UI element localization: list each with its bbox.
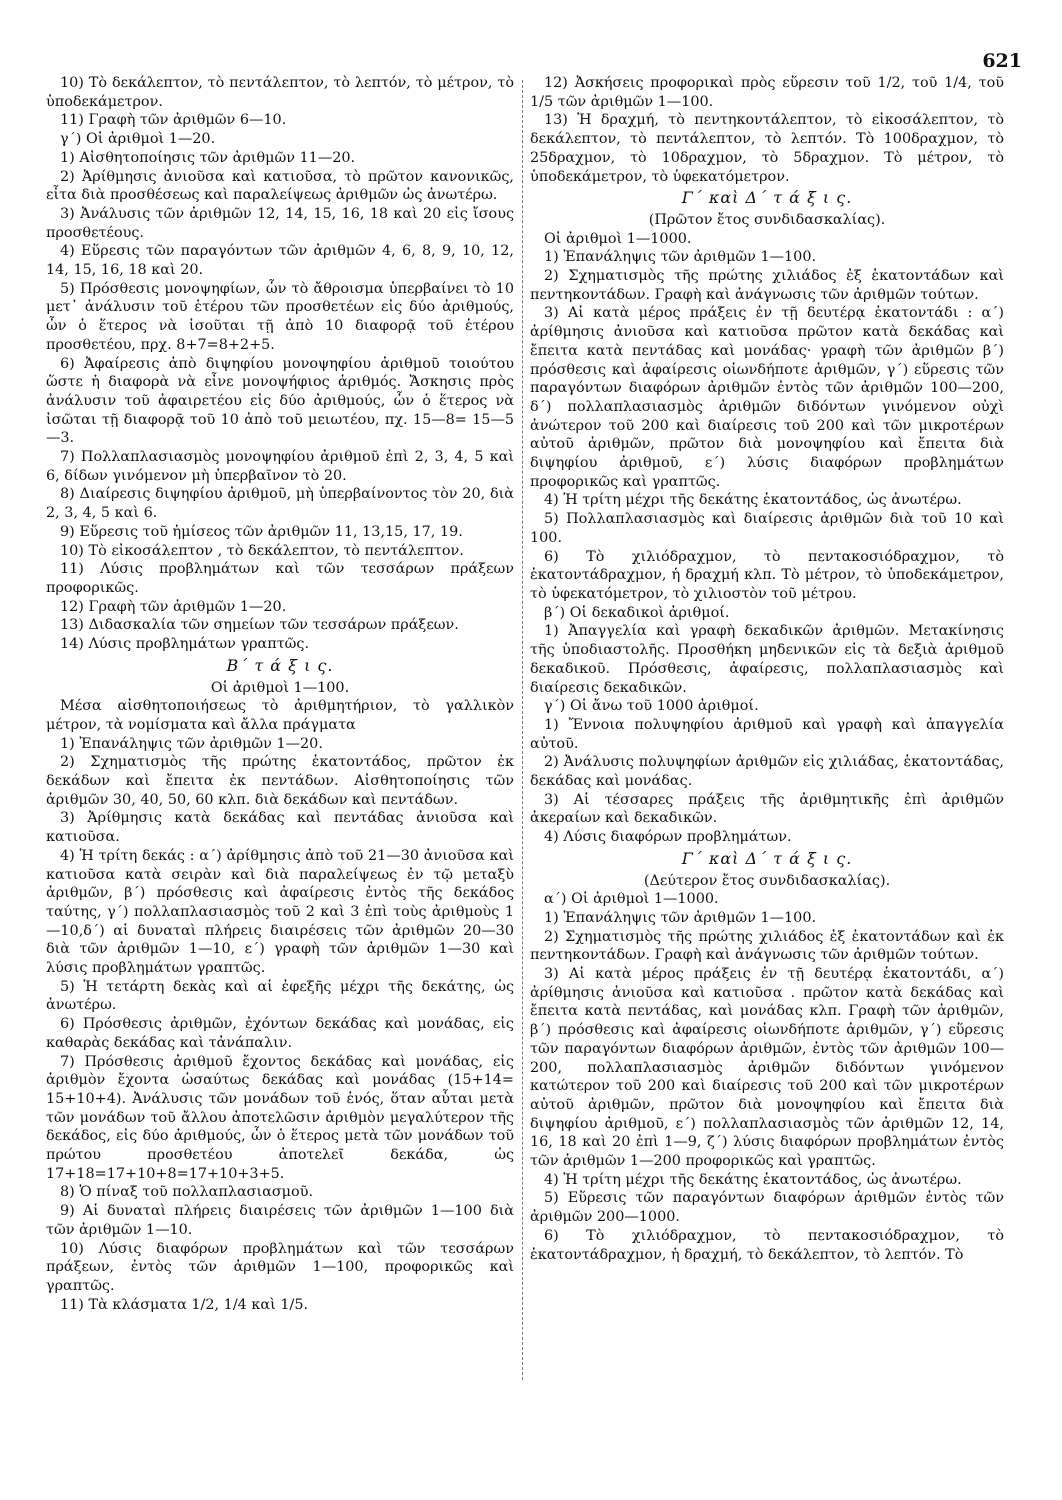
paragraph: 4) Ἡ τρίτη μέχρι τῆς δεκάτης ἑκατοντάδος, ὡς ἀνωτέρω. <box>544 492 962 509</box>
paragraph: 1) Ἀπαγγελία καὶ γραφὴ δεκαδικῶν ἀριθμῶν. Μετακίνησις τῆς ὑποδιαστολῆς. Προσθήκη μηδενικῶν εἰς τὰ δεξιὰ ἀριθμοῦ δεκαδικοῦ. Πρόσθεσις, ἀφαίρεσις, πολλαπλασιασμὸς καὶ διαίρεσις δεκαδικῶν. <box>530 623 1004 696</box>
paragraph: 9) Εὕρεσις τοῦ ἡμίσεος τῶν ἀριθμῶν 11, 13,15, 17, 19. <box>60 523 463 540</box>
paragraph: 14) Λύσις προβλημάτων γραπτῶς. <box>60 636 310 653</box>
paragraph: 1) Ἐπανάληψις τῶν ἀριθμῶν 1—20. <box>60 735 323 752</box>
paragraph: 3) Αἱ τέσσαρες πράξεις τῆς ἀριθμητικῆς ἐπὶ ἀριθμῶν ἀκεραίων καὶ δεκαδικῶν. <box>530 791 1004 827</box>
paragraph: 6) Τὸ χιλιόδραχμον, τὸ πεντακοσιόδραχμον, τὸ ἑκατοντάδραχμον, ἡ δραχμή, τὸ δεκάλεπτον, τὸ λεπτόν. Τὸ <box>530 1227 1004 1263</box>
paragraph: 5) Ἡ τετάρτη δεκὰς καὶ αἱ ἐφεξῆς μέχρι τῆς δεκάτης, ὡς ἀνωτέρω. <box>46 978 514 1014</box>
paragraph: 1) Ἔννοια πολυψηφίου ἀριθμοῦ καὶ γραφὴ καὶ ἀπαγγελία αὐτοῦ. <box>530 716 1004 752</box>
paragraph: 7) Πολλαπλασιασμὸς μονοψηφίου ἀριθμοῦ ἐπὶ 2, 3, 4, 5 καὶ 6, δίδων γινόμενον μὴ ὑπερβαῖνον τὸ 20. <box>46 449 514 484</box>
paragraph: 2) Ἀνάλυσις πολυψηφίων ἀριθμῶν εἰς χιλιάδας, ἑκατοντάδας, δεκάδας καὶ μονάδας. <box>530 754 1004 790</box>
paragraph: 1) Αἰσθητοποίησις τῶν ἀριθμῶν 11—20. <box>60 149 356 166</box>
paragraph: 2) Σχηματισμὸς τῆς πρώτης ἑκατοντάδος, πρῶτον ἐκ δεκάδων καὶ ἔπειτα ἐκ πεντάδων. Αἰσθητοποίησις τῶν ἀριθμῶν 30, 40, 50, 60 κλπ. διὰ δεκάδων καὶ πεντάδων. <box>46 754 514 808</box>
paragraph: α΄) Οἱ ἀριθμοὶ 1—1000. <box>544 891 719 908</box>
paragraph: 5) Πρόσθεσις μονοψηφίων, ὧν τὸ ἄθροισμα ὑπερβαίνει τὸ 10 μετ᾽ ἀνάλυσιν τοῦ ἑτέρου τῶν προσθετέων εἰς δύο ἀριθμούς, ὧν ὁ ἕτερος νὰ ἰσοῦται τῇ ἀπὸ 10 διαφορᾷ τοῦ ἑτέρου προσθετέου, πρχ. 8+7=8+2+5. <box>46 280 514 353</box>
paragraph: 6) Τὸ χιλιόδραχμον, τὸ πεντακοσιόδραχμον, τὸ ἑκατοντάδραχμον, ἡ δραχμή κλπ. Τὸ μέτρον, τὸ ὑποδεκάμετρον, τὸ ὑφεκατόμετρον, τὸ χιλιοστὸν τοῦ μέτρου. <box>530 548 1004 602</box>
section-heading: Γ΄ καὶ Δ΄ τ ά ξ ι ς. <box>681 188 853 208</box>
paragraph: 5) Εὕρεσις τῶν παραγόντων διαφόρων ἀριθμῶν ἐντὸς τῶν ἀριθμῶν 200—1000. <box>530 1190 1004 1226</box>
paragraph: 2) Σχηματισμὸς τῆς πρώτης χιλιάδος ἐξ ἑκατοντάδων καὶ ἐκ πεντηκοντάδων. Γραφὴ καὶ ἀνάγνωσις τῶν ἀριθμῶν τούτων. <box>530 928 1004 964</box>
paragraph: 3) Ἀνάλυσις τῶν ἀριθμῶν 12, 14, 15, 16, 18 καὶ 20 εἰς ἴσους προσθετέους. <box>46 205 514 241</box>
column-divider <box>522 80 523 1380</box>
paragraph: 11) Λύσις προβλημάτων καὶ τῶν τεσσάρων πράξεων προφορικῶς. <box>46 561 514 596</box>
paragraph: 11) Γραφὴ τῶν ἀριθμῶν 6—10. <box>60 112 287 129</box>
section-subheading: (Δεύτερον ἔτος συνδιδασκαλίας). <box>643 872 891 889</box>
paragraph: Μέσα αἰσθητοποιήσεως τὸ ἀριθμητήριον, τὸ γαλλικὸν μέτρον, τὰ νομίσματα καὶ ἄλλα πράγματα <box>46 698 514 733</box>
paragraph: 1) Ἐπανάληψις τῶν ἀριθμῶν 1—100. <box>544 909 817 926</box>
paragraph: 3) Ἀρίθμησις κατὰ δεκάδας καὶ πεντάδας ἀνιοῦσα καὶ κατιοῦσα. <box>46 810 514 846</box>
section-heading: Γ΄ καὶ Δ΄ τ ά ξ ι ς. <box>681 848 853 868</box>
paragraph: 10) Τὸ δεκάλεπτον, τὸ πεντάλεπτον, τὸ λεπτόν, τὸ μέτρον, τὸ ὑποδεκάμετρον. <box>46 75 514 110</box>
paragraph: 10) Τὸ εἰκοσάλεπτον , τὸ δεκάλεπτον, τὸ πεντάλεπτον. <box>60 542 464 559</box>
paragraph: 3) Αἱ κατὰ μέρος πράξεις ἐν τῇ δευτέρᾳ ἑκατοντάδι : α΄) ἀρίθμησις ἀνιοῦσα καὶ κατιοῦσα πρῶτον κατὰ δεκάδας καὶ ἔπειτα κατὰ πεντάδας καὶ μονάδας· γραφὴ τῶν ἀριθμῶν β΄) πρόσθεσις καὶ ἀφαίρεσις οἱωνδήποτε ἀριθμῶν, γ΄) εὕρεσις τῶν παραγόντων διαφόρων ἀριθμῶν ἐντὸς τῶν ἀριθμῶν 100—200, δ΄) πολλαπλασιασμὸς ἀριθμῶν διδόντων γινόμενον οὐχὶ ἀνώτερον τοῦ 200 καὶ διαίρεσις τοῦ 200 καὶ τῶν μικροτέρων αὐτοῦ ἀριθμῶν, πρῶτον διὰ μονοψηφίου καὶ ἔπειτα διὰ διψηφίου ἀριθμοῦ, ε΄) λύσις διαφόρων προβλημάτων προφορικῶς καὶ γραπτῶς. <box>530 305 1004 490</box>
paragraph: 10) Λύσις διαφόρων προβλημάτων καὶ τῶν τεσσάρων πράξεων, ἐντὸς τῶν ἀριθμῶν 1—100, προφορικῶς καὶ γραπτῶς. <box>46 1240 514 1294</box>
section-subheading: Οἱ ἀριθμοὶ 1—100. <box>210 679 350 696</box>
paragraph: 4) Ἡ τρίτη μέχρι τῆς δεκάτης ἑκατοντάδος, ὡς ἀνωτέρω. <box>544 1171 962 1188</box>
section-subheading: (Πρῶτον ἔτος συνδιδασκαλίας). <box>648 211 886 228</box>
paragraph: 1) Ἐπανάληψις τῶν ἀριθμῶν 1—100. <box>544 249 817 266</box>
paragraph: γ΄) Οἱ ἀριθμοὶ 1—20. <box>60 131 216 148</box>
paragraph: 11) Τὰ κλάσματα 1/2, 1/4 καὶ 1/5. <box>60 1296 309 1313</box>
paragraph: 12) Ἀσκήσεις προφορικαὶ πρὸς εὕρεσιν τοῦ 1/2, τοῦ 1/4, τοῦ 1/5 τῶν ἀριθμῶν 1—100. <box>530 75 1004 110</box>
paragraph: 12) Γραφὴ τῶν ἀριθμῶν 1—20. <box>60 598 287 615</box>
paragraph: 2) Ἀρίθμησις ἀνιοῦσα καὶ κατιοῦσα, τὸ πρῶτον κανονικῶς, εἶτα διὰ προσθέσεως καὶ παραλείψεως ἀριθμῶν ὡς ἀνωτέρω. <box>46 168 514 204</box>
paragraph: 4) Ἡ τρίτη δεκάς : α΄) ἀρίθμησις ἀπὸ τοῦ 21—30 ἀνιοῦσα καὶ κατιοῦσα κατὰ σειρὰν καὶ διὰ παραλείψεως ἐν τῷ μεταξὺ ἀριθμῶν, β΄) πρόσθεσις καὶ ἀφαίρεσις ἐντὸς τῆς δεκάδος ταύτης, γ΄) πολλαπλασιασμὸς τοῦ 2 καὶ 3 ἐπὶ τοὺς ἀριθμοὺς 1—10,δ΄) αἱ δυναταὶ πλήρεις διαιρέσεις τῶν ἀριθμῶν 20—30 διὰ τῶν ἀριθμῶν 1—10, ε΄) γραφὴ τῶν ἀριθμῶν 1—30 καὶ λύσις προβλημάτων γραπτῶς. <box>46 847 514 977</box>
paragraph: 6) Πρόσθεσις ἀριθμῶν, ἐχόντων δεκάδας καὶ μονάδας, εἰς καθαρὰς δεκάδας καὶ τἀνάπαλιν. <box>46 1016 514 1051</box>
paragraph: 8) Ὁ πίναξ τοῦ πολλαπλασιασμοῦ. <box>60 1184 314 1201</box>
paragraph: 13) Ἡ δραχμή, τὸ πεντηκοντάλεπτον, τὸ εἰκοσάλεπτον, τὸ δεκάλεπτον, τὸ πεντάλεπτον, τὸ λεπτόν. Τὸ 100δραχμον, τὸ 25δραχμον, τὸ 10δραχμον, τὸ 5δραχμον. Τὸ μέτρον, τὸ ὑποδεκάμετρον, τὸ ὑφεκατόμετρον. <box>530 112 1004 185</box>
paragraph: 4) Λύσις διαφόρων προβλημάτων. <box>544 829 792 846</box>
paragraph: 8) Διαίρεσις διψηφίου ἀριθμοῦ, μὴ ὑπερβαίνοντος τὸν 20, διὰ 2, 3, 4, 5 καὶ 6. <box>46 486 514 522</box>
paragraph: β΄) Οἱ δεκαδικοὶ ἀριθμοί. <box>544 604 730 621</box>
paragraph: Οἱ ἀριθμοὶ 1—1000. <box>544 230 692 247</box>
paragraph: 2) Σχηματισμὸς τῆς πρώτης χιλιάδος ἐξ ἑκατοντάδων καὶ πεντηκοντάδων. Γραφὴ καὶ ἀνάγνωσις τῶν ἀριθμῶν τούτων. <box>530 268 1004 303</box>
left-column <box>46 74 514 1314</box>
paragraph: γ΄) Οἱ ἄνω τοῦ 1000 ἀριθμοί. <box>544 698 759 715</box>
section-heading: Β΄ τ ά ξ ι ς. <box>226 655 334 675</box>
paragraph: 3) Αἱ κατὰ μέρος πράξεις ἐν τῇ δευτέρᾳ ἑκατοντάδι, α΄) ἀρίθμησις ἀνιοῦσα καὶ κατιοῦσα . πρῶτον κατὰ δεκάδας καὶ ἔπειτα κατὰ πεντάδας, καὶ μονάδας κλπ. Γραφὴ τῶν ἀριθμῶν, β΄) πρόσθεσις καὶ ἀφαίρεσις οἱωνδήποτε ἀριθμῶν, γ΄) εὕρεσις τῶν παραγόντων διαφόρων ἀριθμῶν, ἐντὸς τῶν ἀριθμῶν 100—200, πολλαπλασιασμὸς ἀριθμῶν διδόντων γινόμενον κατώτερον τοῦ 200 καὶ διαίρεσις τοῦ 200 καὶ τῶν μικροτέρων αὐτοῦ ἀριθμῶν, πρῶτον διὰ μονοψηφίου καὶ ἔπειτα διὰ διψηφίου ἀριθμοῦ, ε΄) πολλαπλασιασμὸς τῶν ἀριθμῶν 12, 14, 16, 18 καὶ 20 ἐπὶ 1—9, ζ΄) λύσις διαφόρων προβλημάτων ἐντὸς τῶν ἀριθμῶν 1—200 προφορικῶς καὶ γραπτῶς. <box>530 966 1004 1170</box>
page-number: 621 <box>982 50 1022 72</box>
paragraph: 5) Πολλαπλασιασμὸς καὶ διαίρεσις ἀριθμῶν διὰ τοῦ 10 καὶ 100. <box>530 511 1004 546</box>
paragraph: 4) Εὕρεσις τῶν παραγόντων τῶν ἀριθμῶν 4, 6, 8, 9, 10, 12, 14, 15, 16, 18 καὶ 20. <box>46 243 514 279</box>
paragraph: 7) Πρόσθεσις ἀριθμοῦ ἔχοντος δεκάδας καὶ μονάδας, εἰς ἀριθμὸν ἔχοντα ὡσαύτως δεκάδας καὶ μονάδας (15+14= 15+10+4). Ἀνάλυσις τῶν μονάδων τοῦ ἑνός, ὅταν αὗται μετὰ τῶν μονάδων τοῦ ἄλλου ἀποτελῶσιν ἀριθμὸν μεγαλύτερον τῆς δεκάδος, εἰς δύο ἀριθμούς, ὧν ὁ ἕτερος μετὰ τῶν μονάδων τοῦ πρώτου προσθετέου ἀποτελεῖ δεκάδα, ὡς 17+18=17+10+8=17+10+3+5. <box>46 1053 514 1182</box>
paragraph: 13) Διδασκαλία τῶν σημείων τῶν τεσσάρων πράξεων. <box>60 617 459 634</box>
right-column <box>530 74 1004 1264</box>
paragraph: 6) Ἀφαίρεσις ἀπὸ διψηφίου μονοψηφίου ἀριθμοῦ τοιούτου ὥστε ἡ διαφορὰ νὰ εἶνε μονοψήφιος ἀριθμός. Ἄσκησις πρὸς ἀνάλυσιν τοῦ ἀφαιρετέου εἰς δύο ἀριθμούς, ὧν ὁ ἕτερος νὰ ἰσῶται τῇ διαφορᾷ τοῦ 10 ἀπὸ τοῦ μειωτέου, πχ. 15—8= 15—5—3. <box>46 355 514 447</box>
paragraph: 9) Αἱ δυναταὶ πλήρεις διαιρέσεις τῶν ἀριθμῶν 1—100 διὰ τῶν ἀριθμῶν 1—10. <box>46 1203 514 1238</box>
